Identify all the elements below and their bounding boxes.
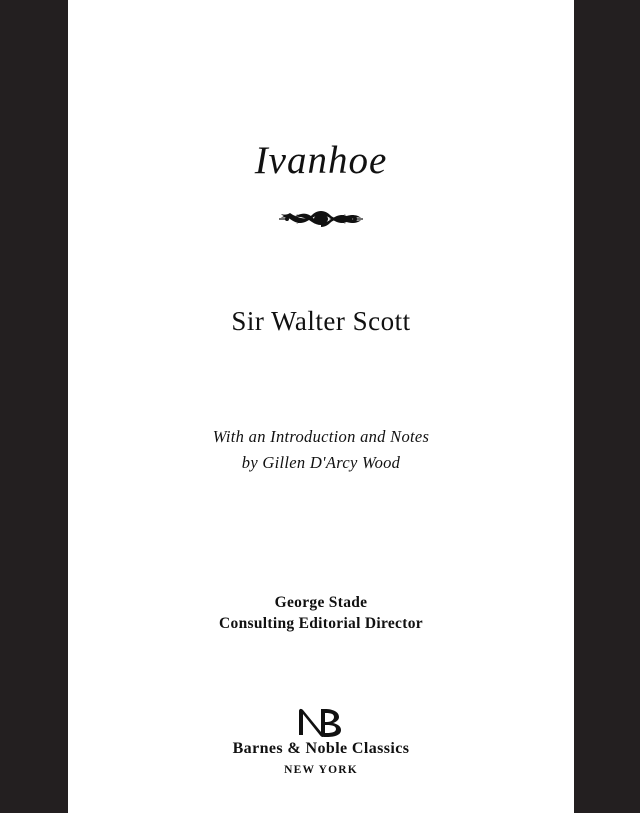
barnes-and-noble-monogram-icon (68, 705, 574, 741)
publisher-name: Barnes & Noble Classics (232, 740, 410, 757)
introduction-credit-line-1: With an Introduction and Notes (212, 427, 430, 446)
page-title: Ivanhoe (254, 139, 388, 182)
book-title-page (68, 0, 574, 813)
page-frame-right (574, 0, 640, 813)
page-frame-left (0, 0, 68, 813)
floral-divider-ornament (68, 204, 574, 240)
introduction-credit-line-2: by Gillen D'Arcy Wood (241, 453, 401, 472)
author-name: Sir Walter Scott (231, 306, 411, 336)
editor-name: George Stade (274, 594, 368, 611)
editor-role: Consulting Editorial Director (219, 615, 423, 632)
publisher-city: NEW YORK (284, 764, 358, 776)
title-page-content (68, 0, 574, 813)
